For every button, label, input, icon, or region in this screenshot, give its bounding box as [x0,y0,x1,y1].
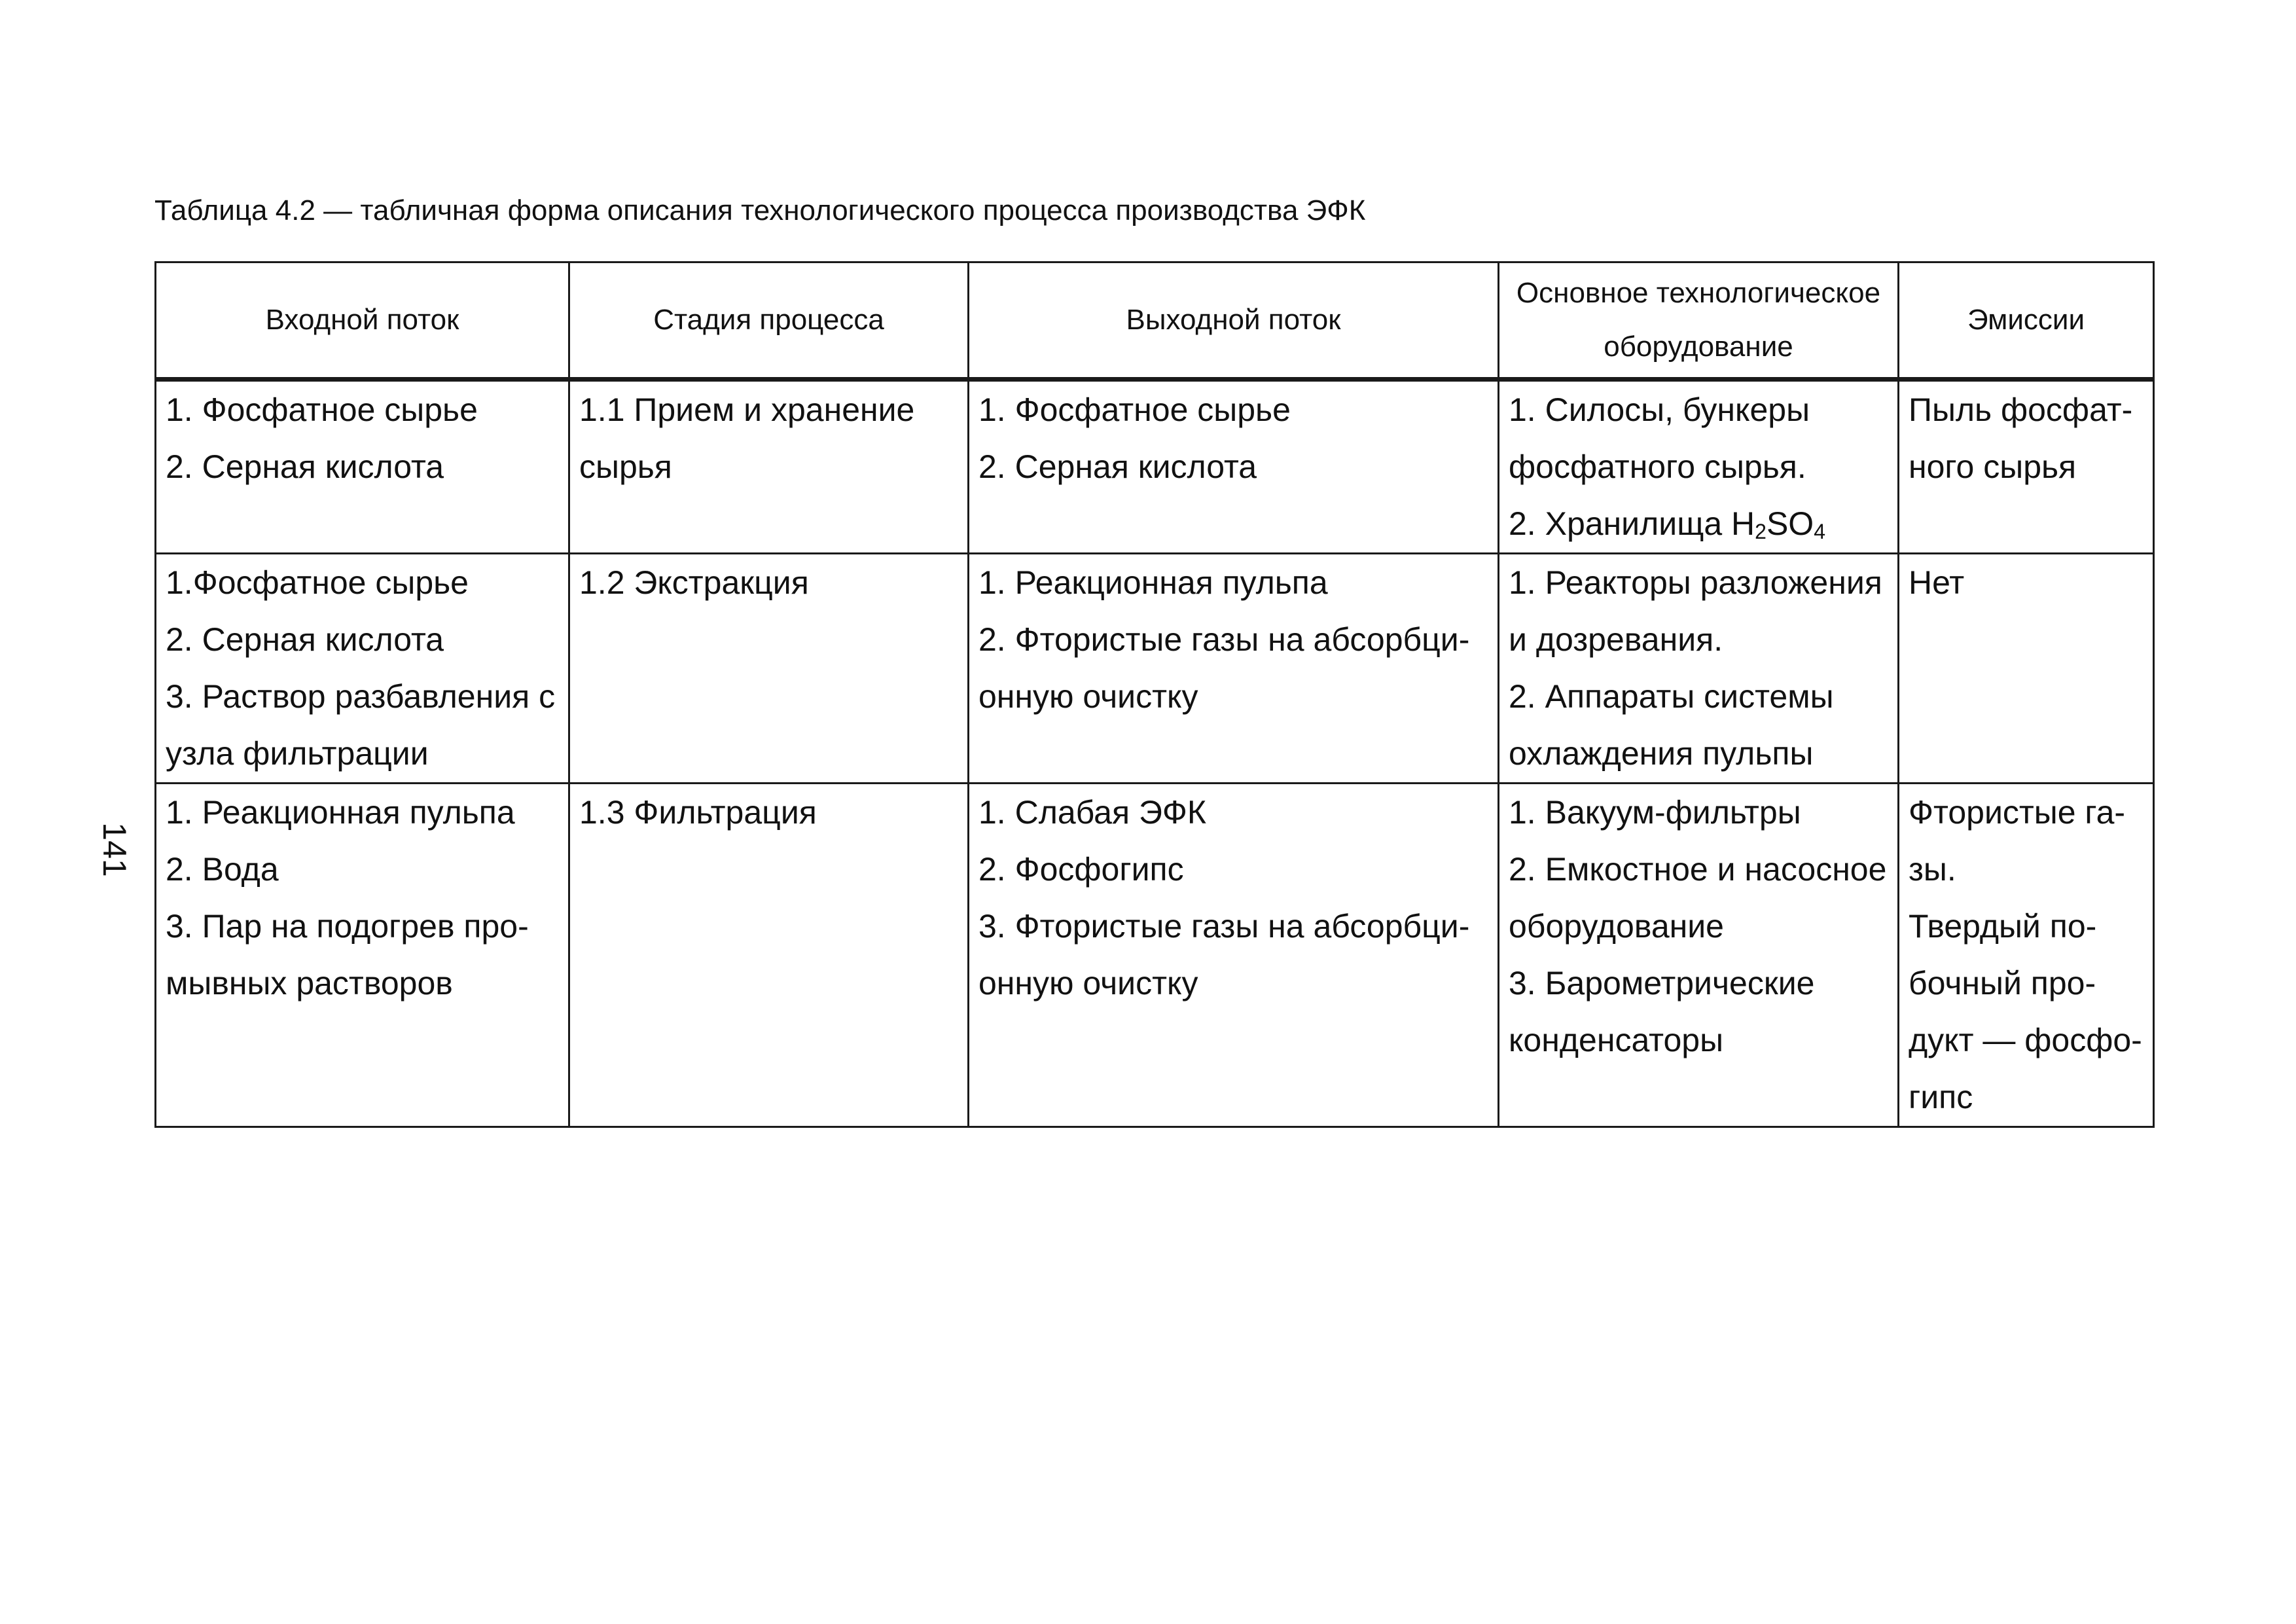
cell-output-flow [969,554,1499,784]
cell-line: Нет [1909,564,1965,601]
cell-line: 1.3 Фильтрация [579,794,817,831]
cell-line: мывных растворов [166,965,453,1001]
cell-output-flow [969,380,1499,554]
cell-line: 2. Серная кислота [166,621,444,658]
cell-line: 2. Емкостное и насосное [1509,851,1887,888]
cell-line: сырья [579,448,672,485]
cell-line: ного сырья [1909,448,2077,485]
cell-line: оборудование [1509,908,1724,945]
table-row [156,554,2154,784]
cell-line: конденсаторы [1509,1022,1724,1058]
cell-equipment [1499,380,1899,554]
cell-line: охлаждения пульпы [1509,735,1814,772]
cell-line: 1. Реакционная пульпа [978,564,1328,601]
cell-line: 3. Фтористые газы на абсорбци- [978,908,1470,945]
page-number-text: 141 [96,822,133,877]
cell-line: 1. Слабая ЭФК [978,794,1207,831]
cell-input-flow [156,380,569,554]
cell-line: 1. Фосфатное сырье [166,391,478,428]
table-row [156,380,2154,554]
header-process-stage: Стадия процесса [569,262,969,380]
cell-line: 3. Пар на подогрев про- [166,908,529,945]
cell-line: фосфатного сырья. [1509,448,1806,485]
cell-line: Фтористые га- [1909,794,2126,831]
cell-emissions [1899,380,2154,554]
cell-line: 2. Фосфогипс [978,851,1184,888]
cell-line: 1. Реакционная пульпа [166,794,515,831]
cell-line: 1. Реакторы разложения [1509,564,1882,601]
table-caption: Таблица 4.2 — табличная форма описания технологического процесса производства ЭФК [154,194,1366,226]
cell-input-flow [156,554,569,784]
formula-subscript: 4 [1814,520,1825,543]
cell-line: Твердый по- [1909,908,2097,945]
cell-line: 3. Барометрические [1509,965,1815,1001]
cell-emissions [1899,784,2154,1127]
header-equipment: Основное технологическое оборудование [1499,262,1899,380]
cell-process-stage [569,554,969,784]
process-table [154,261,2155,1128]
cell-line: 2. Серная кислота [978,448,1257,485]
table-header-row [156,262,2154,380]
cell-emissions [1899,554,2154,784]
header-emissions: Эмиссии [1899,262,2154,380]
cell-process-stage [569,784,969,1127]
cell-line: 1. Фосфатное сырье [978,391,1291,428]
cell-line: 2. Вода [166,851,279,888]
cell-line: 3. Раствор разбавления с [166,678,556,715]
cell-line: узла фильтрации [166,735,429,772]
cell-line: и дозревания. [1509,621,1723,658]
cell-equipment [1499,784,1899,1127]
header-output-flow: Выходной поток [969,262,1499,380]
cell-line: 2. Аппараты системы [1509,678,1834,715]
cell-line: зы. [1909,851,1956,888]
header-input-flow: Входной поток [156,262,569,380]
cell-line: бочный про- [1909,965,2096,1001]
cell-line: онную очистку [978,965,1198,1001]
cell-output-flow [969,784,1499,1127]
cell-line: дукт — фосфо- [1909,1022,2142,1058]
cell-line: гипс [1909,1079,1973,1115]
formula-text: SO [1766,505,1814,542]
cell-line: 1.1 Прием и хранение [579,391,915,428]
cell-line: Пыль фосфат- [1909,391,2133,428]
formula-text: 2. Хранилища H [1509,505,1755,542]
cell-line: 1.2 Экстракция [579,564,809,601]
formula-subscript: 2 [1755,520,1767,543]
cell-line: 1. Вакуум-фильтры [1509,794,1801,831]
cell-equipment [1499,554,1899,784]
cell-line: 2. Серная кислота [166,448,444,485]
cell-input-flow [156,784,569,1127]
cell-process-stage [569,380,969,554]
cell-line: 1.Фосфатное сырье [166,564,469,601]
cell-line: 1. Силосы, бункеры [1509,391,1810,428]
cell-line: онную очистку [978,678,1198,715]
cell-line: 2. Фтористые газы на абсорбци- [978,621,1470,658]
table-row [156,784,2154,1127]
cell-line-formula [1509,496,1891,552]
